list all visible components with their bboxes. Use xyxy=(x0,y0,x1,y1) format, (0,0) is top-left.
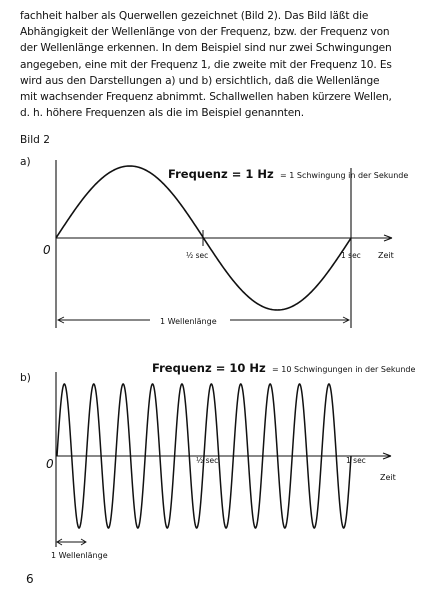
origin-label-a: 0 xyxy=(43,243,51,257)
time-axis-label-b: Zeit xyxy=(380,473,396,482)
wavelength-label-a: 1 Wellenlänge xyxy=(160,317,217,326)
page-number: 6 xyxy=(26,572,34,586)
origin-label-b: 0 xyxy=(46,457,54,471)
half-second-label-b: ½ sec xyxy=(196,456,219,465)
body-paragraph xyxy=(20,8,412,121)
freq-a-bold: Frequenz = 1 Hz xyxy=(168,167,274,181)
figure-a-wave-diagram xyxy=(0,150,428,345)
wavelength-label-b: 1 Wellenlänge xyxy=(51,551,108,560)
subfigure-a-label: a) xyxy=(20,156,31,168)
one-second-label-b: 1 sec xyxy=(346,456,366,465)
paragraph-line: der Wellenlänge erkennen. In dem Beispiel sind nur zwei Schwingungen xyxy=(20,42,392,55)
freq-b-description: = 10 Schwingungen in der Sekunde xyxy=(272,365,416,374)
time-axis-label-a: Zeit xyxy=(378,251,394,260)
svg-text:Frequenz = 10 Hz = 10 Sc xyxy=(152,361,415,375)
freq-a-description: = 1 Schwingung in der Sekunde xyxy=(280,171,409,180)
paragraph-line: Abhängigkeit der Wellenlänge von der Frequenz, bzw. der Frequenz von xyxy=(20,26,390,39)
paragraph-line: mit wachsender Frequenz abnimmt. Schallwellen haben kürzere Wellen, xyxy=(20,91,392,104)
figure-label: Bild 2 xyxy=(20,134,50,146)
one-second-label-a: 1 sec xyxy=(341,251,361,260)
paragraph-line: fachheit halber als Querwellen gezeichnet (Bild 2). Das Bild läßt die xyxy=(20,10,369,22)
paragraph-line: angegeben, eine mit der Frequenz 1, die zweite mit der Frequenz 10. Es xyxy=(20,58,392,71)
paragraph-line: wird aus den Darstellungen a) und b) ersichtlich, daß die Wellenlänge xyxy=(20,74,380,87)
freq-b-bold: Frequenz = 10 Hz xyxy=(152,361,266,375)
paragraph-line: d. h. höhere Frequenzen als die im Beispiel genannten. xyxy=(20,107,304,120)
subfigure-b-label: b) xyxy=(20,372,31,384)
half-second-label-a: ½ sec xyxy=(186,251,209,260)
svg-text:Frequenz = 1 Hz = 1 Schw xyxy=(168,167,408,181)
figure-b-wave-diagram xyxy=(0,352,428,567)
